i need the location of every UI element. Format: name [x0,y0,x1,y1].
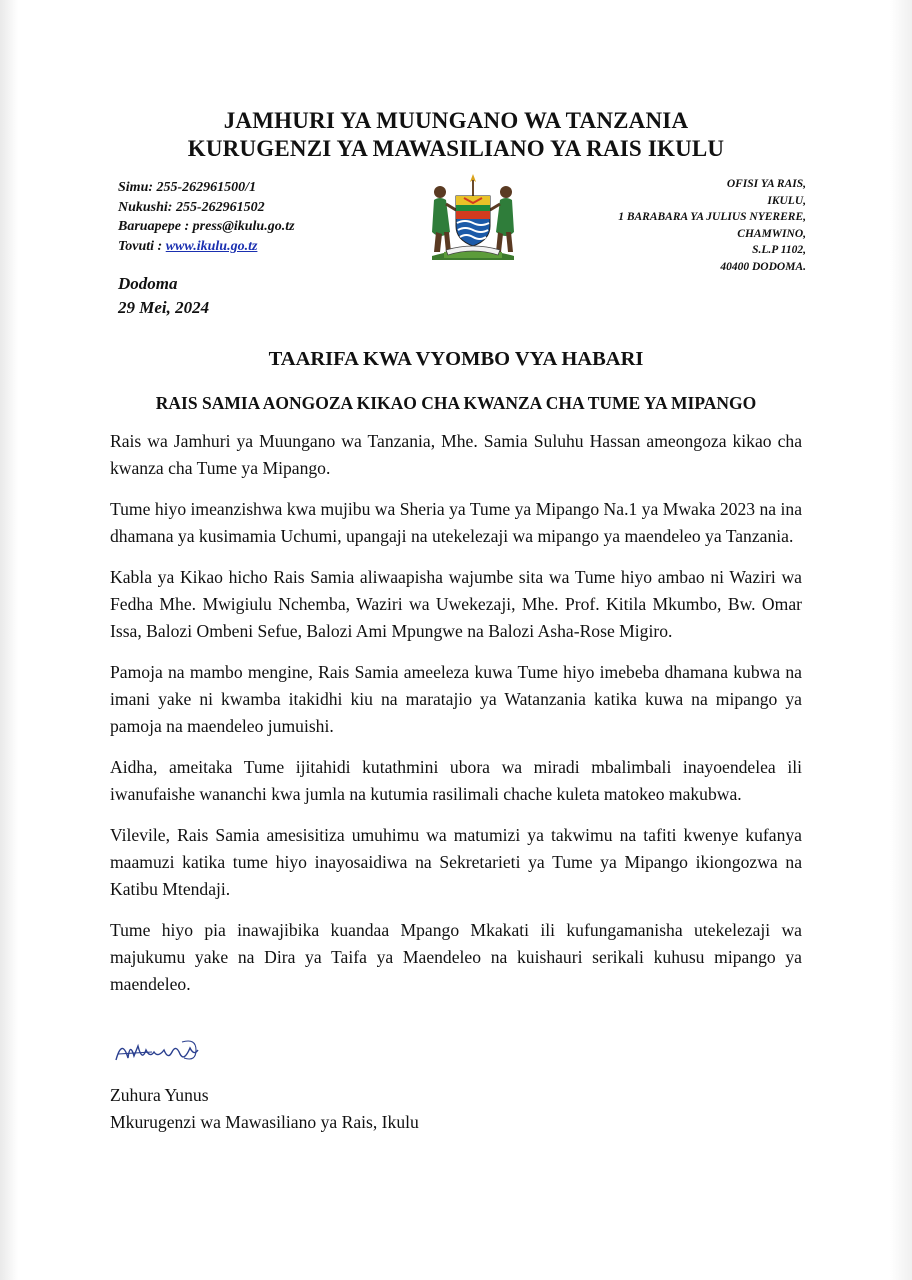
address-line: 1 BARABARA YA JULIUS NYERERE, [618,211,806,224]
website-link[interactable]: www.ikulu.go.tz [165,238,258,254]
address-line: CHAMWINO, [737,227,806,240]
handwritten-signature [112,1032,204,1068]
paragraph: Kabla ya Kikao hicho Rais Samia aliwaapisha wajumbe sita wa Tume hiyo ambao ni Waziri wa Fedha Mhe. Mwigiulu Nchemba, Waziri wa Uwekezaji, Mhe. Prof. Kitila Mkumbo, Bw. Omar Issa, Balozi Ombeni Sefue, Balozi Ami Mpungwe na Balozi Asha-Rose Migiro. [110,567,802,641]
paragraph: Aidha, ameitaka Tume ijitahidi kutathmini ubora wa miradi mbalimbali inayoendelea ili iwanufaishe wananchi kwa jumla na kutumia rasilimali chache kuleta matokeo makubwa. [110,757,802,804]
phone-number: Simu: 255-262961500/1 [118,180,257,195]
website-line [118,237,295,257]
address-line: OFISI YA RAIS, [726,178,806,190]
address-line: S.L.P 1102, [752,244,806,257]
paragraph: Rais wa Jamhuri ya Muungano wa Tanzania, Mhe. Samia Suluhu Hassan ameongoza kikao cha kwanza cha Tume ya Mipango. [110,431,802,478]
document-subtitle: RAIS SAMIA AONGOZA KIKAO CHA KWANZA CHA TUME YA MIPANGO [155,393,757,413]
paragraph: Tume hiyo pia inawajibika kuandaa Mpango Mkakati ili kufungamanisha utekelezaji wa majukumu yake na Dira ya Taifa ya Maendeleo na kuishauri serikali kuhusu mipango ya maendeleo. [110,920,802,994]
email-address: Baruapepe : press@ikulu.go.tz [118,219,295,234]
paragraph: Vilevile, Rais Samia amesisitiza umuhimu wa matumizi ya takwimu na tafiti kwenye kufanya maamuzi katika tume hiyo inayosaidiwa na Sekretarieti ya Tume ya Mipango ikiongozwa na Katibu Mtendaji. [110,825,802,899]
header-line-2: KURUGENZI YA MAWASILIANO YA RAIS IKULU [187,136,725,161]
paragraph: Tume hiyo imeanzishwa kwa mujibu wa Sheria ya Tume ya Mipango Na.1 ya Mwaka 2023 na ina dhamana ya kusimamia Uchumi, upangaji na utekelezaji wa mipango ya maendeleo ya Tanzania. [110,499,802,546]
place-and-date [118,272,209,320]
body-text [110,428,802,1012]
signatory [110,1082,419,1136]
paragraph: Pamoja na mambo mengine, Rais Samia ameeleza kuwa Tume hiyo imebeba dhamana kubwa na imani yake ni kwamba itakidhi kiu na maratajio ya Watanzania katika kuwa na mipango ya pamoja na maendeleo jumuishi. [110,662,802,736]
signatory-position: Mkurugenzi wa Mawasiliano ya Rais, Ikulu [110,1112,419,1132]
signatory-name: Zuhura Yunus [110,1085,209,1105]
office-address [618,176,806,276]
fax-number: Nukushi: 255-262961502 [118,199,265,215]
document-title: TAARIFA KWA VYOMBO VYA HABARI [268,348,644,370]
address-line: 40400 DODOMA. [720,260,806,273]
place: Dodoma [118,274,178,293]
address-line: IKULU, [767,194,806,207]
coat-of-arms-emblem [424,170,522,262]
contact-block [118,178,295,256]
date: 29 Mei, 2024 [118,298,210,317]
website-label: Tovuti : [118,238,166,254]
header-line-1: JAMHURI YA MUUNGANO WA TANZANIA [223,108,689,133]
